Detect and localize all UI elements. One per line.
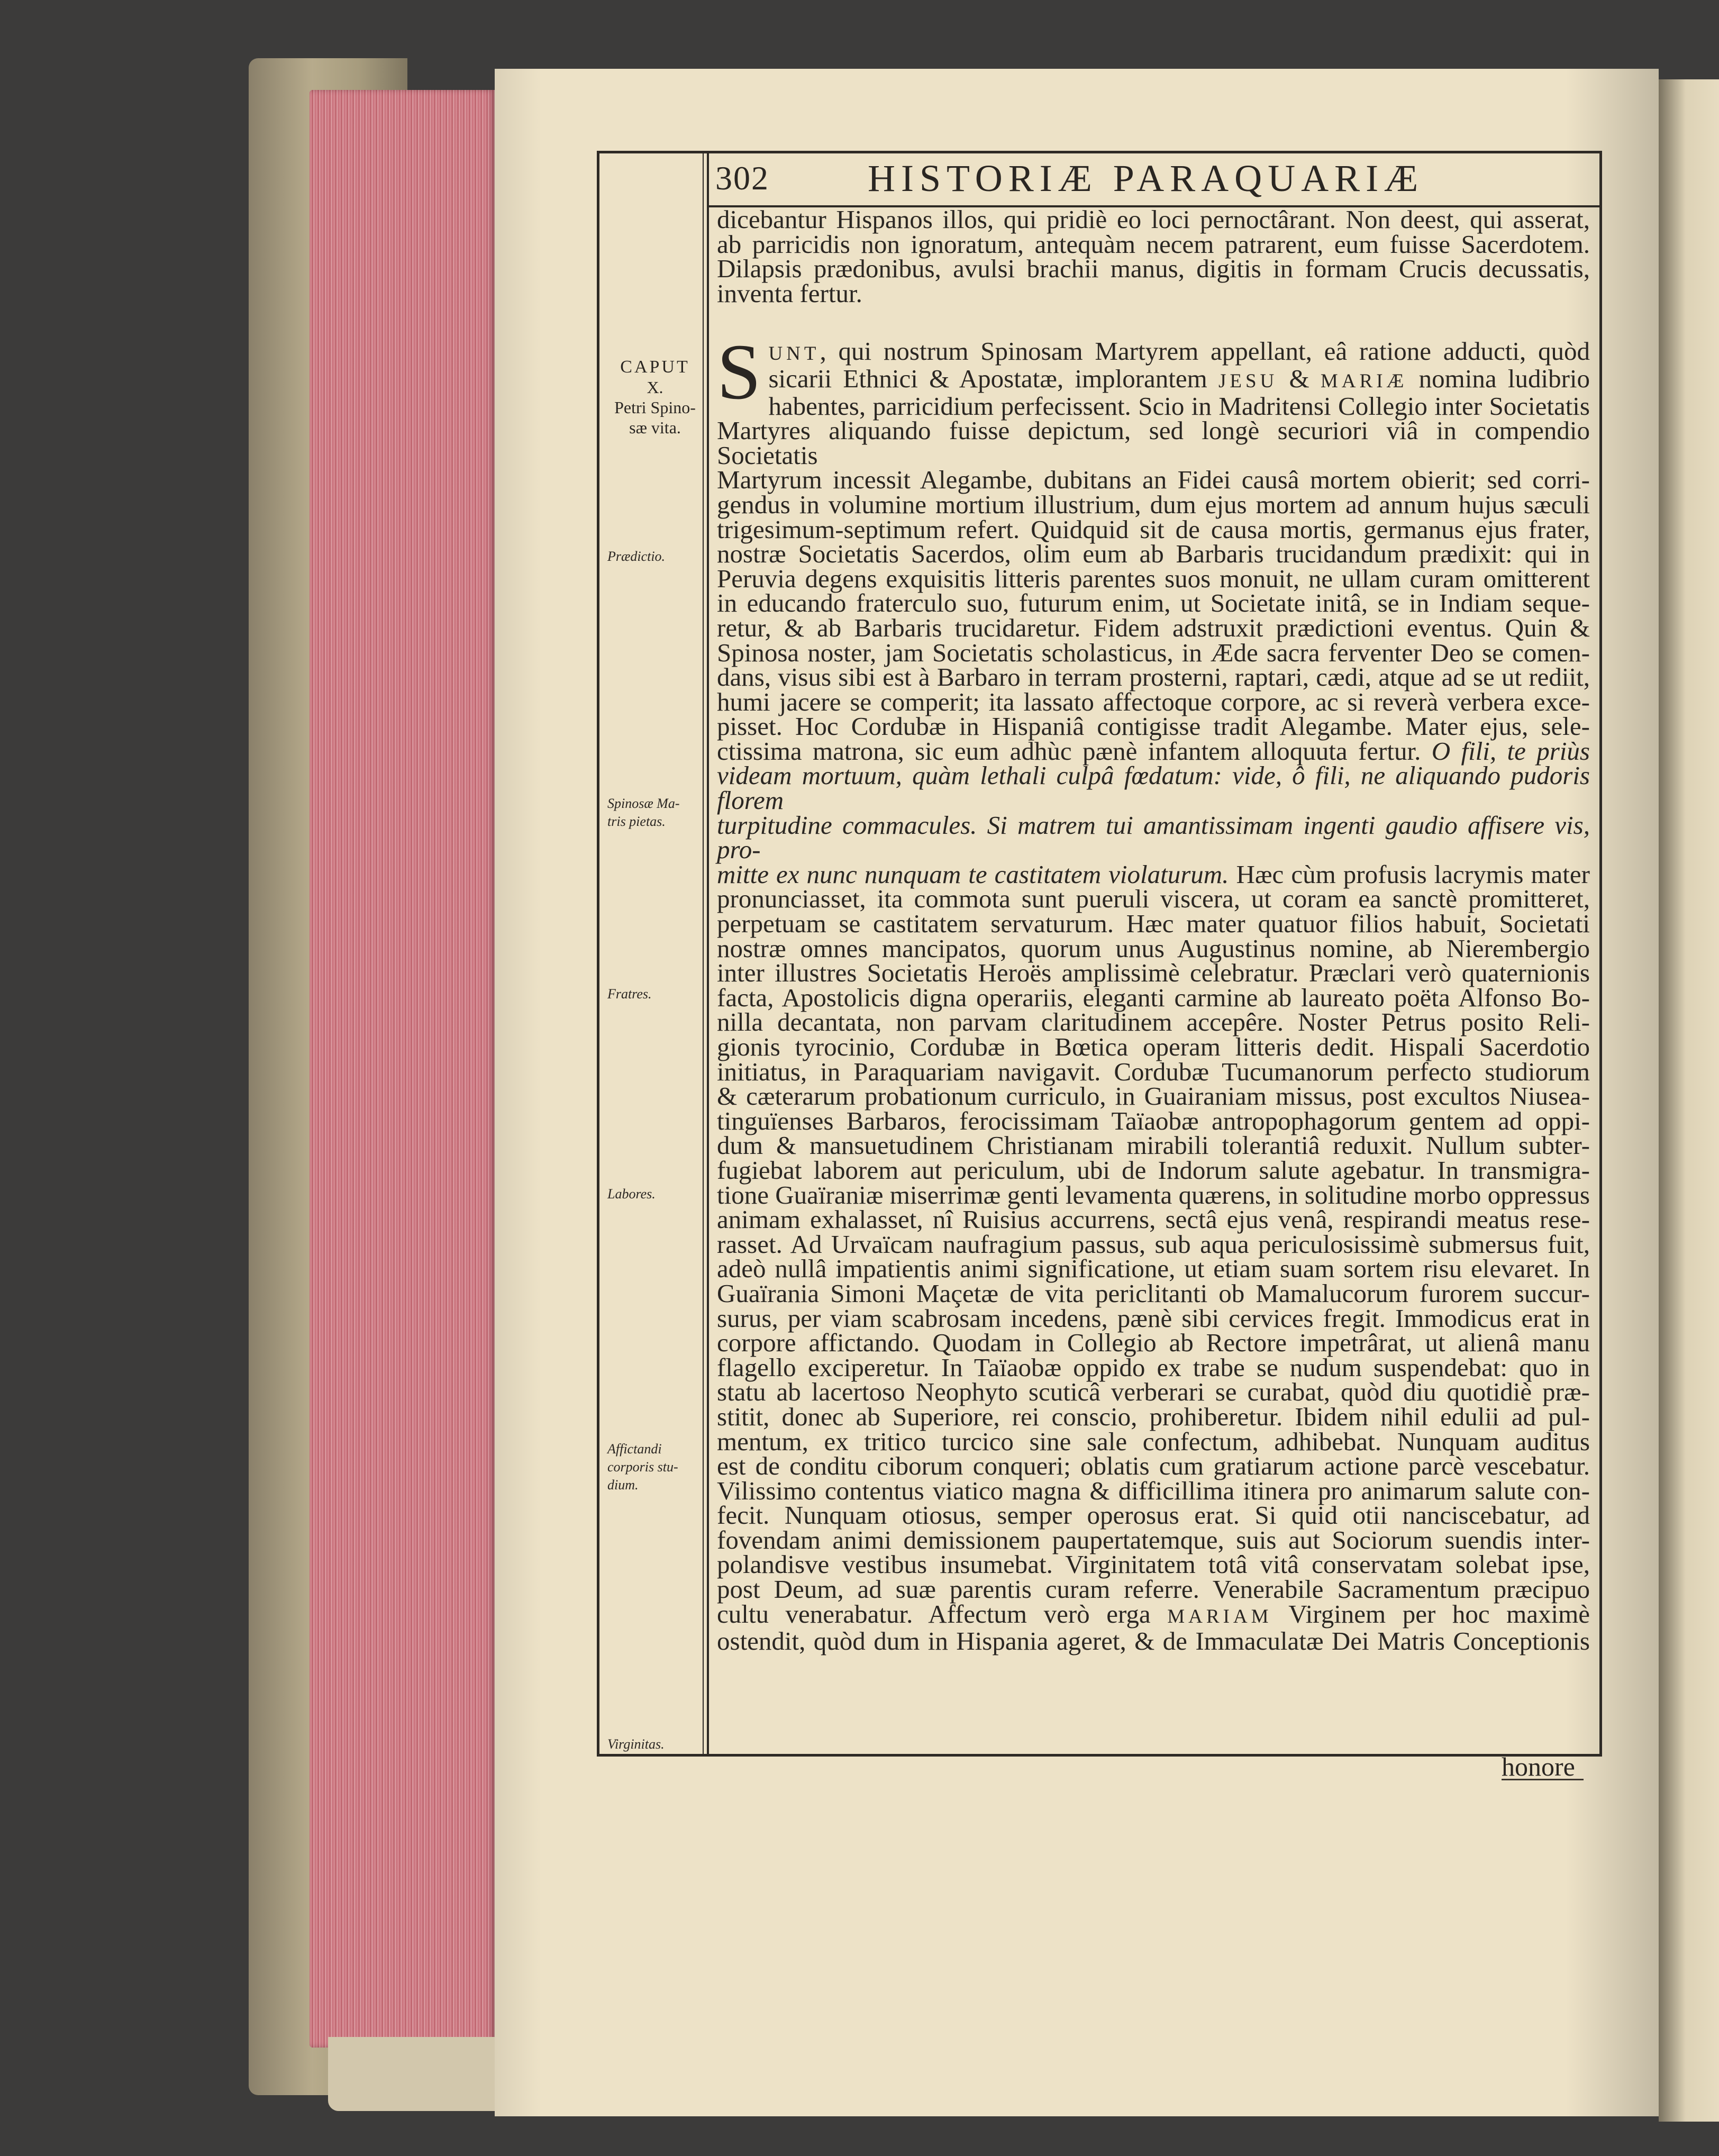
- catchword-rule: [1502, 1779, 1584, 1780]
- text-line: [717, 363, 1590, 394]
- text-line: nilla decantata, non parvam claritudinem accepêre. Noster Petrus posito Reli-: [717, 1007, 1590, 1037]
- text-line: dum & mansuetudinem Christianam mirabili tolerantiâ reduxit. Nullum subter-: [717, 1131, 1590, 1160]
- margin-note-pietas: [607, 795, 703, 831]
- text-line: tinguïenses Barbaros, ferocissimam Taïaobæ antropophagorum gentem ad oppi-: [717, 1106, 1590, 1135]
- column-rule: [707, 151, 709, 1754]
- text-line: est de conditu ciborum conqueri; oblatis cum gratiarum actione parcè vescebatur.: [717, 1451, 1590, 1481]
- page-number: 302: [715, 159, 769, 197]
- margin-note-affictandi-1: Affictandi: [607, 1441, 662, 1457]
- text-line: pisset. Hoc Cordubæ in Hispaniâ contigisse tradit Alegambe. Mater ejus, sele-: [717, 712, 1590, 741]
- text-line: rasset. Ad Urvaïcam naufragium passus, sub aqua periculosissimè submersus fuit,: [717, 1229, 1590, 1259]
- text-segment: , qui nostrum Spinosam Martyrem appellant, eâ ratione adducti, quòd: [820, 336, 1590, 366]
- running-title: HISTORIÆ PARAQUARIÆ: [868, 157, 1424, 199]
- text-line: Guaïrania Simoni Maçetæ de vita periclitanti ob Mamalucorum furorem succur-: [717, 1278, 1590, 1308]
- column-rule-thin: [703, 151, 704, 1754]
- text-segment: nomina ludibrio: [1418, 363, 1590, 393]
- text-segment: cultu venerabatur. Affectum verò erga: [717, 1599, 1151, 1629]
- text-line: in educando fraterculo suo, futurum enim, ut Societate initâ, se in Indiam seque-: [717, 588, 1590, 618]
- text-line: animam exhalasset, nî Ruisius accurrens, sectâ ejus venâ, respirandi meatus rese-: [717, 1205, 1590, 1234]
- name-jesu: JESU: [1218, 370, 1278, 392]
- facing-page-edge: [1659, 79, 1719, 2122]
- page-edges: [310, 90, 495, 2048]
- text-line: [717, 859, 1590, 889]
- text-line: [717, 736, 1590, 766]
- margin-note-pietas-2: tris pietas.: [607, 814, 666, 829]
- text-line: retur, & ab Barbaris trucidaretur. Fidem adstruxit prædictioni eventus. Quin &: [717, 613, 1590, 642]
- text-line: adeò nullâ impatientis animi significatione, ut etiam suam sortem risu elevaret. In: [717, 1254, 1590, 1284]
- text-line: fugiebat laborem aut periculum, ubi de Indorum salute agebatur. In transmigra-: [717, 1155, 1590, 1185]
- text-line: habentes, parricidium perfecissent. Scio in Madritensi Collegio inter Societatis: [768, 391, 1590, 421]
- text-line: post Deum, ad suæ parentis curam referre. Venerabile Sacramentum præcipuo: [717, 1575, 1590, 1604]
- text-line: Martyrum incessit Alegambe, dubitans an Fidei causâ mortem obierit; sed corri-: [717, 465, 1590, 495]
- italic-quote: O fili, te priùs: [1431, 736, 1590, 766]
- margin-note-affictandi-2: corporis stu-: [607, 1459, 678, 1475]
- text-line: perpetuam se castitatem servaturum. Hæc mater quatuor filios habuit, Societati: [717, 909, 1590, 939]
- text-line: Peruvia degens exquisitis litteris parentes suos monuit, ne ullam curam omitterent: [717, 563, 1590, 593]
- small-caps-word: UNT: [768, 343, 820, 365]
- text-line: [717, 336, 1590, 367]
- margin-note-praedictio: Prædictio.: [607, 549, 666, 564]
- text-line: Spinosa noster, jam Societatis scholasticus, in Æde sacra ferventer Deo se comen-: [717, 638, 1590, 667]
- margin-note-affictandi: [607, 1440, 703, 1494]
- text-line: Martyres aliquando fuisse depictum, sed longè securiori viâ in compendio Societatis: [717, 416, 1590, 470]
- text-line: corpore affictando. Quodam in Collegio ab Rectore impetrârat, ut alienâ manu: [717, 1328, 1590, 1358]
- margin-note-virginitas: Virginitas.: [607, 1736, 665, 1752]
- binding-foot: [328, 2037, 497, 2111]
- text-line: [717, 1599, 1590, 1630]
- text-line: inventa fertur.: [717, 278, 862, 308]
- name-mariae: MARIÆ: [1320, 370, 1408, 392]
- text-line: turpitudine commacules. Si matrem tui amantissimam ingenti gaudio affisere vis, pro-: [717, 810, 1590, 865]
- drop-cap: S: [717, 328, 761, 416]
- text-line: nostræ omnes mancipatos, quorum unus Augustinus nomine, ab Nierembergio: [717, 933, 1590, 963]
- text-line: videam mortuum, quàm lethali culpâ fœdatum: vide, ô fili, ne aliquando pudoris florem: [717, 761, 1590, 815]
- text-line: tione Guaïraniæ miserrimæ genti levamenta quærens, in solitudine morbo oppressus: [717, 1180, 1590, 1209]
- body-text: [717, 207, 1590, 1654]
- text-line: polandisve vestibus insumebat. Virginitatem totâ vitâ conservatam solebat ipse,: [717, 1550, 1590, 1579]
- caput-label: CAPUT: [620, 357, 690, 377]
- caput-subject-1: Petri Spino-: [614, 398, 696, 417]
- text-line: flagello exciperetur. In Taïaobæ oppido ex trabe se nudum suspendebat: quo in: [717, 1352, 1590, 1382]
- margin-note-fratres: Fratres.: [607, 986, 652, 1002]
- text-line: trigesimum-septimum refert. Quidquid sit de causa mortis, germanus ejus frater,: [717, 514, 1590, 544]
- text-segment: Virginem per hoc maximè: [1288, 1599, 1590, 1629]
- text-line: stitit, donec ab Superiore, rei conscio, prohiberetur. Ibidem nihil edulii ad pul-: [717, 1402, 1590, 1431]
- caput-number: X.: [647, 378, 663, 397]
- text-line: dans, visus sibi est à Barbaro in terram prosterni, raptari, cædi, atque ad se ut rediit,: [717, 662, 1590, 692]
- text-segment: Hæc cùm profusis lacrymis mater: [1236, 859, 1590, 889]
- margin-note-labores: Labores.: [607, 1186, 656, 1202]
- text-line: Vilissimo contentus viatico magna & difficillima itinera pro animarum salute con-: [717, 1476, 1590, 1505]
- margin-note-pietas-1: Spinosæ Ma-: [607, 796, 680, 811]
- text-segment: sicarii Ethnici & Apostatæ, implorantem: [768, 363, 1207, 393]
- margin-caput: [607, 357, 703, 438]
- caput-subject-2: sæ vita.: [629, 418, 681, 437]
- text-line: fecit. Nunquam otiosus, semper operosus erat. Si quid otii nanciscebatur, ad: [717, 1500, 1590, 1530]
- text-segment: ctissima matrona, sic eum adhùc pænè infantem alloquuta fertur.: [717, 736, 1421, 766]
- text-line: inter illustres Societatis Heroës amplissimè celebratur. Præclari verò quaternionis: [717, 958, 1590, 988]
- text-line: fovendam animi demissionem paupertatemque, suis aut Sociorum suendis inter-: [717, 1525, 1590, 1554]
- text-line: gendus in volumine mortium illustrium, dum ejus mortem ad annum hujus sæculi: [717, 489, 1590, 519]
- margin-note-affictandi-3: dium.: [607, 1477, 639, 1493]
- text-line: ab parricidis non ignoratum, antequàm necem patrarent, eum fuisse Sacerdotem.: [717, 229, 1590, 259]
- text-line: facta, Apostolicis digna operariis, eleganti carmine ab laureato poëta Alfonso Bo-: [717, 983, 1590, 1012]
- text-line: surus, per viam scabrosam incedens, pænè sibi cervices fregit. Immodicus erat in: [717, 1303, 1590, 1333]
- text-line: Dilapsis prædonibus, avulsi brachii manus, digitis in formam Crucis decussatis,: [717, 254, 1590, 284]
- text-line: mentum, ex tritico turcico sine sale confectum, adhibebat. Nunquam auditus: [717, 1426, 1590, 1456]
- text-line: gionis tyrocinio, Cordubæ in Bœtica operam litteris dedit. Hispali Sacerdotio: [717, 1032, 1590, 1061]
- text-line: nostræ Societatis Sacerdos, olim eum ab Barbaris trucidandum prædixit: qui in: [717, 539, 1590, 569]
- ampersand: &: [1289, 363, 1309, 393]
- catchword: honore: [1502, 1752, 1575, 1781]
- text-line: humi jacere se comperit; ita lassato affectoque corpore, ac si reverà verbera exce-: [717, 687, 1590, 716]
- text-line: pronunciasset, ita commota sunt pueruli viscera, ut coram ea sanctè promitteret,: [717, 884, 1590, 914]
- text-line: dicebantur Hispanos illos, qui pridiè eo loci pernoctârant. Non deest, qui asserat,: [717, 205, 1590, 234]
- name-mariam: MARIAM: [1167, 1605, 1272, 1627]
- text-line: ostendit, quòd dum in Hispania ageret, & de Immaculatæ Dei Matris Conceptionis: [717, 1626, 1590, 1656]
- italic-quote: mitte ex nunc nunquam te castitatem violaturum.: [717, 859, 1229, 889]
- paragraph-gap: [717, 306, 1590, 339]
- text-line: statu ab lacertoso Neophyto scuticâ verberari se curabat, quòd diu quotidiè præ-: [717, 1377, 1590, 1407]
- text-line: initiatus, in Paraquariam navigavit. Cordubæ Tucumanorum perfecto studiorum: [717, 1057, 1590, 1086]
- text-line: & cæterarum probationum curriculo, in Guairaniam missus, post excultos Niusea-: [717, 1081, 1590, 1111]
